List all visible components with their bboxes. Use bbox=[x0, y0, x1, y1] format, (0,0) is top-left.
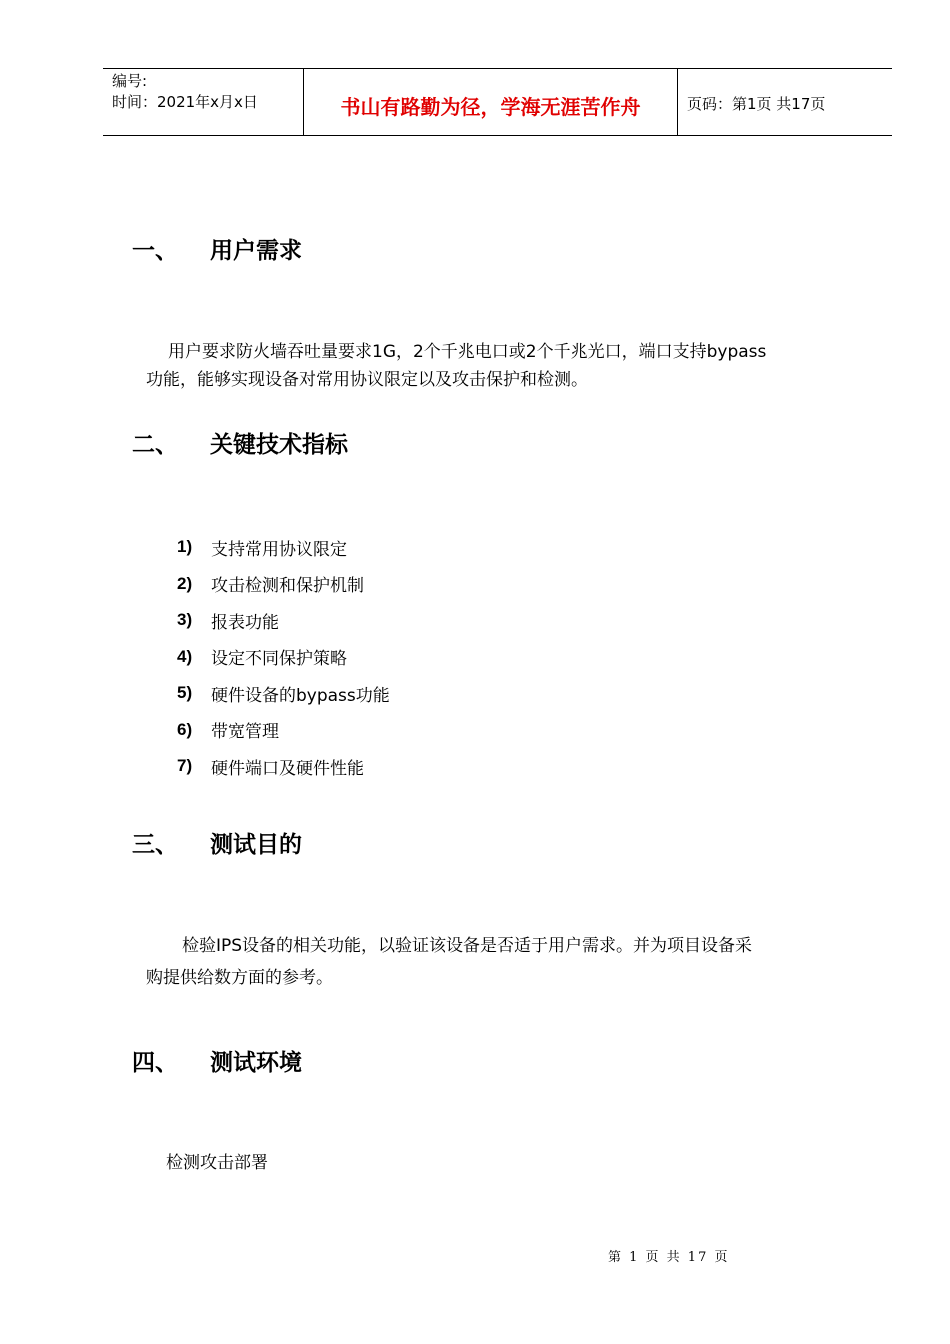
section-title: 用户需求 bbox=[210, 238, 302, 264]
list-item bbox=[177, 639, 390, 676]
section-number: 一、 bbox=[132, 238, 178, 264]
doc-number-label: 编号: bbox=[112, 72, 148, 90]
section-title: 关键技术指标 bbox=[210, 432, 348, 458]
user-needs-paragraph bbox=[146, 338, 856, 394]
section-title: 测试目的 bbox=[210, 832, 302, 858]
list-item-number: 4) bbox=[177, 646, 193, 666]
list-item-text: 硬件设备的bypass功能 bbox=[211, 685, 390, 706]
list-item-text: 带宽管理 bbox=[211, 722, 279, 743]
list-item bbox=[177, 712, 390, 749]
paragraph-line: 检验IPS设备的相关功能，以验证该设备是否适于用户需求。并为项目设备采 bbox=[182, 936, 753, 956]
list-item-text: 报表功能 bbox=[211, 612, 279, 633]
list-item-text: 攻击检测和保护机制 bbox=[211, 576, 364, 597]
list-item-text: 支持常用协议限定 bbox=[211, 539, 347, 560]
list-item bbox=[177, 529, 390, 566]
list-item bbox=[177, 602, 390, 639]
paragraph-line: 用户要求防火墙吞吐量要求1G，2个千兆电口或2个千兆光口，端口支持bypass bbox=[168, 342, 767, 362]
list-item bbox=[177, 566, 390, 603]
list-item-number: 6) bbox=[177, 719, 193, 739]
header-page-cell bbox=[678, 69, 892, 135]
list-item-number: 1) bbox=[177, 537, 193, 557]
header-motto: 书山有路勤为径，学海无涯苦作舟 bbox=[340, 94, 641, 119]
header-motto-cell bbox=[304, 69, 678, 135]
list-item-number: 3) bbox=[177, 610, 193, 630]
time-label: 时间：2021年x月x日 bbox=[112, 93, 258, 111]
list-item-text: 硬件端口及硬件性能 bbox=[211, 758, 364, 779]
paragraph-line: 购提供给数方面的参考。 bbox=[146, 968, 333, 988]
section-heading-4 bbox=[132, 1044, 302, 1077]
page-footer: 第 1 页 共 17 页 bbox=[608, 1250, 730, 1265]
indicator-list bbox=[177, 529, 390, 785]
environment-text: 检测攻击部署 bbox=[166, 1153, 268, 1173]
list-item bbox=[177, 748, 390, 785]
section-heading-2 bbox=[132, 426, 348, 459]
list-item-number: 2) bbox=[177, 573, 193, 593]
header-page-label: 页码：第1页 共17页 bbox=[687, 94, 826, 113]
list-item bbox=[177, 675, 390, 712]
section-number: 四、 bbox=[132, 1050, 178, 1076]
list-item-text: 设定不同保护策略 bbox=[211, 649, 347, 670]
paragraph-line: 功能，能够实现设备对常用协议限定以及攻击保护和检测。 bbox=[146, 370, 588, 390]
list-item-number: 7) bbox=[177, 756, 193, 776]
header-meta bbox=[103, 69, 304, 135]
section-number: 二、 bbox=[132, 432, 178, 458]
section-heading-3 bbox=[132, 826, 302, 859]
section-title: 测试环境 bbox=[210, 1050, 302, 1076]
purpose-paragraph bbox=[146, 930, 856, 994]
section-number: 三、 bbox=[132, 832, 178, 858]
page-header bbox=[103, 68, 892, 136]
section-heading-1 bbox=[132, 232, 302, 265]
list-item-number: 5) bbox=[177, 683, 193, 703]
